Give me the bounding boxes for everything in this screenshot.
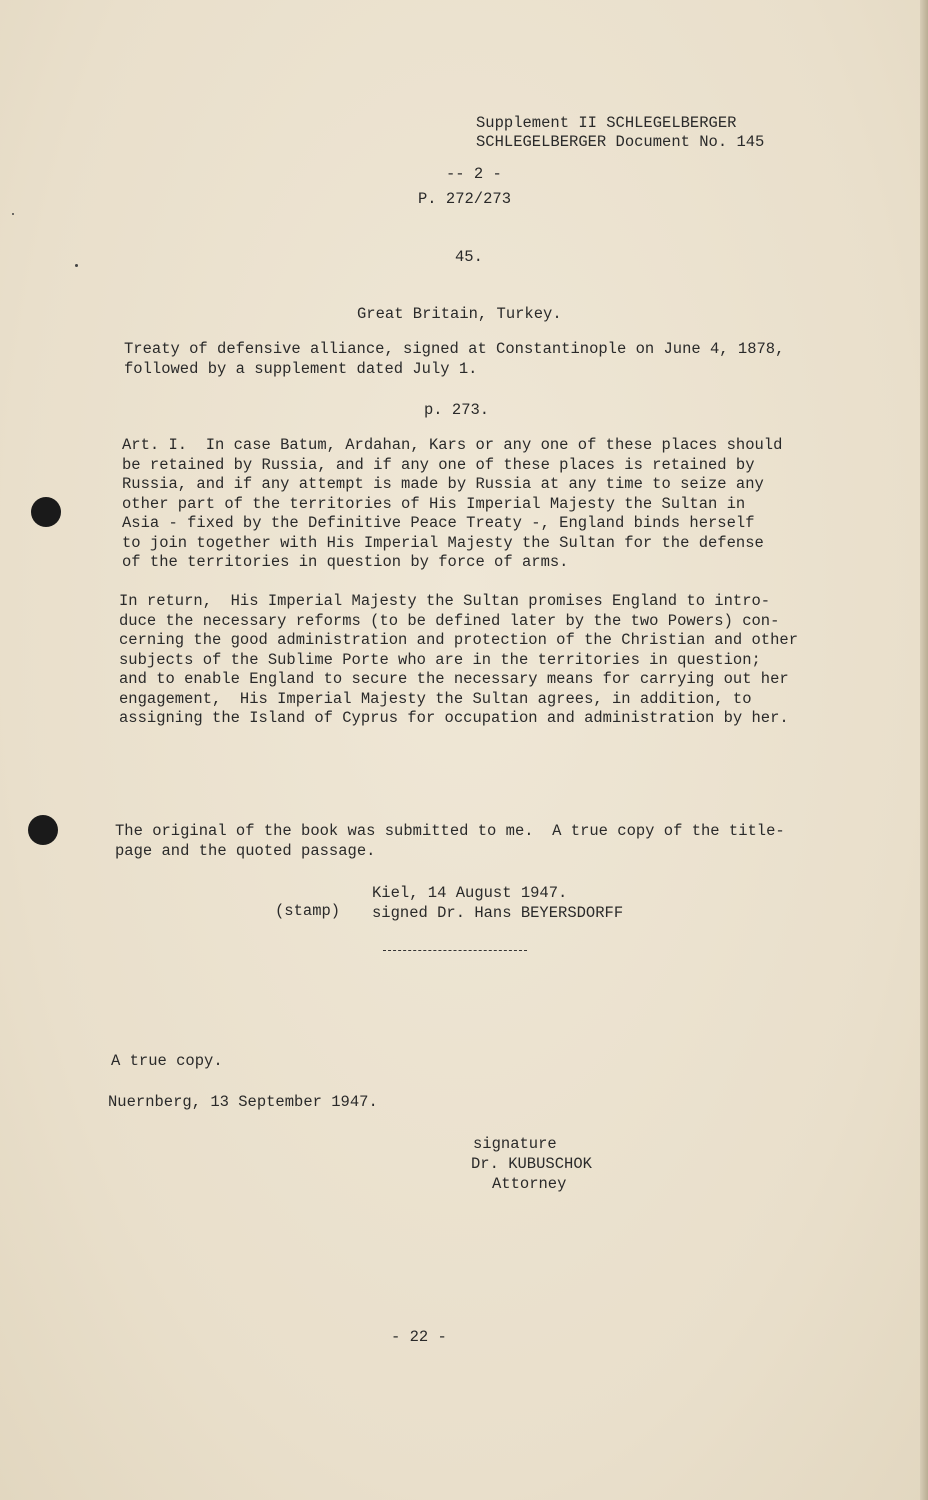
article-line: other part of the territories of His Imperial Majesty the Sultan in: [122, 494, 746, 513]
certification-paragraph: [115, 822, 785, 861]
page-edge: [920, 0, 928, 1500]
article-line: cerning the good administration and protection of the Christian and other: [119, 631, 799, 649]
article-line: to join together with His Imperial Majesty the Sultan for the defense: [122, 533, 764, 552]
article-line: engagement, His Imperial Majesty the Sultan agrees, in addition, to: [119, 689, 752, 708]
kiel-date: Kiel, 14 August 1947.: [372, 884, 568, 902]
treaty-description-line: followed by a supplement dated July 1.: [124, 359, 478, 378]
signature-label: signature: [473, 1135, 557, 1153]
page-number: - 22 -: [391, 1328, 447, 1346]
signed-by: signed Dr. Hans BEYERSDORFF: [372, 904, 624, 922]
article-line: Art. I. In case Batum, Ardahan, Kars or any one of these places should: [122, 436, 783, 454]
page-reference: P. 272/273: [418, 190, 512, 208]
punch-hole-lower: [28, 815, 58, 845]
treaty-description-line: Treaty of defensive alliance, signed at Constantinople on June 4, 1878,: [124, 340, 785, 358]
header-supplement: Supplement II SCHLEGELBERGER: [476, 114, 737, 132]
punch-hole-upper: [31, 497, 61, 527]
article-line: be retained by Russia, and if any one of these places is retained by: [122, 455, 755, 474]
article-line: assigning the Island of Cyprus for occupation and administration by her.: [119, 709, 789, 727]
article-line: subjects of the Sublime Porte who are in the territories in question;: [119, 650, 761, 669]
signatory-name: Dr. KUBUSCHOK: [471, 1155, 592, 1173]
page-marker: -- 2 -: [446, 165, 502, 183]
article-line: Asia - fixed by the Definitive Peace Treaty -, England binds herself: [122, 514, 755, 532]
article-line: Russia, and if any attempt is made by Russia at any time to seize any: [122, 475, 764, 493]
certification-line: page and the quoted passage.: [115, 841, 376, 860]
article-1-continuation: [119, 592, 798, 729]
speck: [75, 264, 78, 267]
header-document-ref: SCHLEGELBERGER Document No. 145: [476, 133, 765, 151]
stamp-note: (stamp): [275, 902, 341, 920]
page-sub-reference: p. 273.: [424, 401, 490, 419]
separator-rule: [383, 950, 527, 951]
treaty-description: [124, 340, 784, 379]
article-line: and to enable England to secure the necessary means for carrying out her: [119, 670, 789, 688]
entry-number: 45.: [455, 248, 483, 266]
signatory-title: Attorney: [492, 1175, 567, 1193]
treaty-parties: Great Britain, Turkey.: [357, 305, 562, 323]
article-line: In return, His Imperial Majesty the Sultan promises England to intro-: [119, 592, 771, 610]
speck: [12, 213, 14, 215]
article-line: duce the necessary reforms (to be defined later by the two Powers) con-: [119, 611, 780, 630]
article-1-paragraph: [122, 436, 782, 573]
article-line: of the territories in question by force of arms.: [122, 553, 569, 571]
certification-line: The original of the book was submitted to me. A true copy of the title-: [115, 822, 785, 840]
true-copy: A true copy.: [111, 1052, 223, 1070]
nuernberg-date: Nuernberg, 13 September 1947.: [108, 1093, 378, 1111]
